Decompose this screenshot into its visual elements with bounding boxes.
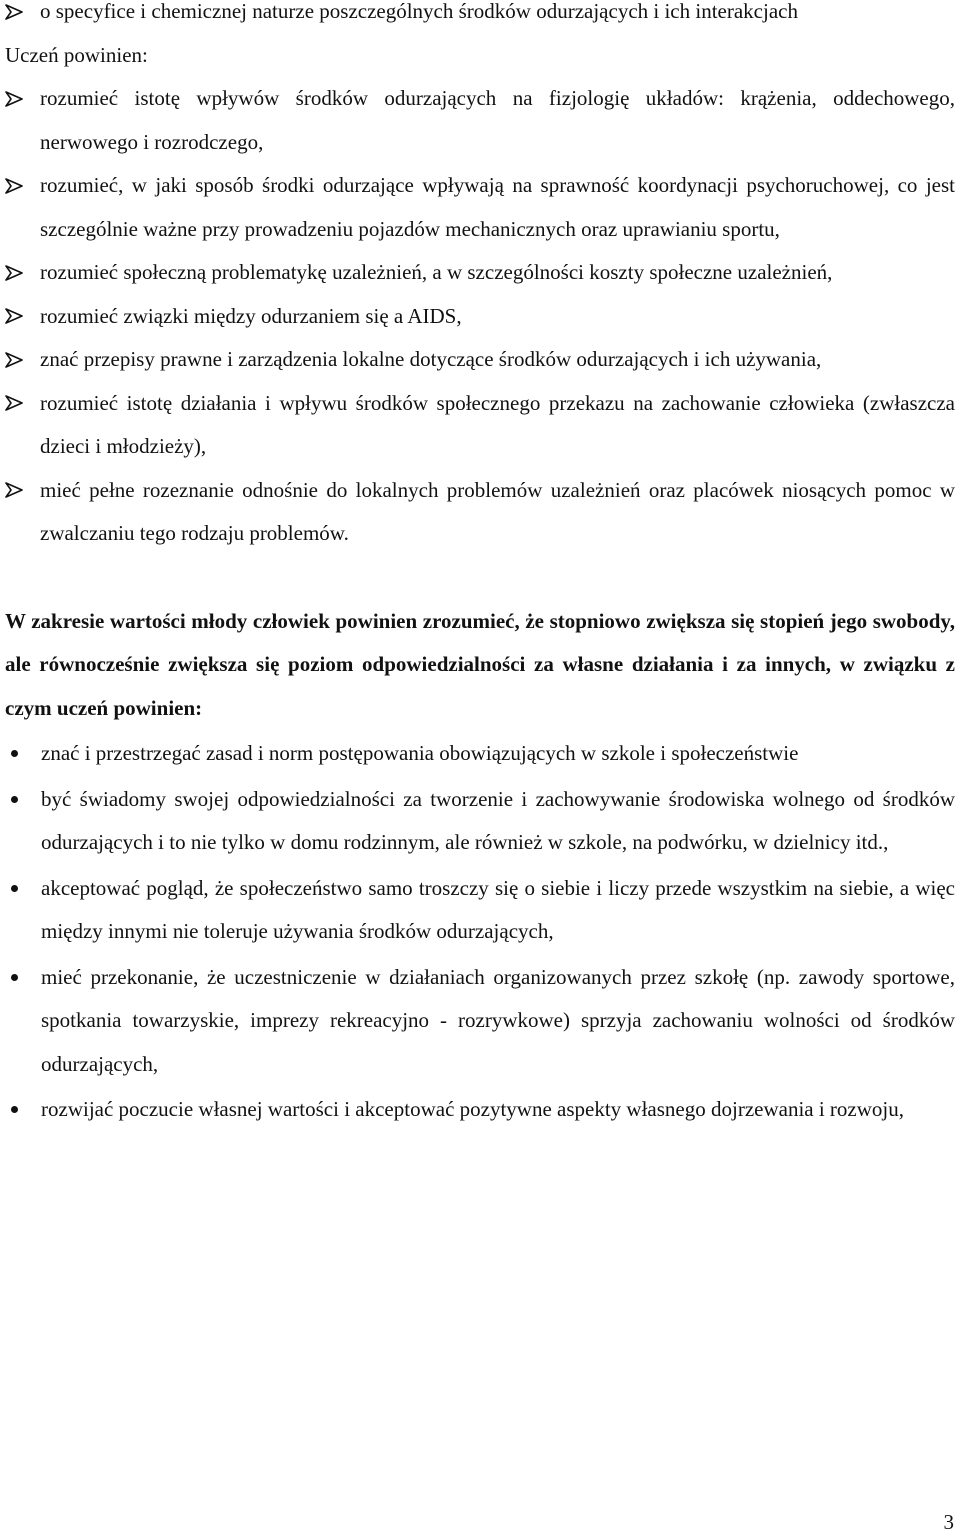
arrow-bullet-icon: [5, 0, 35, 34]
list-item-text: być świadomy swojej odpowiedzialności za tworzenie i zachowywanie środowiska wolnego od środków odurzających i to nie tylko w domu rodzinnym, ale również w szkole, na podwórku, w dzielnicy itd.,: [41, 786, 955, 854]
round-bullet-icon: [5, 778, 41, 822]
list-item: [5, 164, 955, 251]
list-item-text: znać przepisy prawne i zarządzenia lokalne dotyczące środków odurzających i ich używania,: [40, 347, 822, 371]
list-item: [5, 0, 955, 34]
list-item: [5, 251, 955, 295]
list-item: [5, 469, 955, 556]
list-item-text: rozumieć społeczną problematykę uzależnień, a w szczególności koszty społeczne uzależnień,: [40, 260, 833, 284]
list-item-text: rozumieć, w jaki sposób środki odurzające wpływają na sprawność koordynacji psychoruchowej, co jest szczególnie ważne przy prowadzeniu pojazdów mechanicznych oraz uprawianiu sportu,: [40, 173, 955, 241]
list-item-text: rozwijać poczucie własnej wartości i akceptować pozytywne aspekty własnego dojrzewania i rozwoju,: [41, 1097, 904, 1121]
round-bullet-icon: [5, 867, 41, 911]
arrow-bullet-icon: [5, 295, 35, 339]
list-item-text: mieć przekonanie, że uczestniczenie w działaniach organizowanych przez szkołę (np. zawody sportowe, spotkania towarzyskie, imprezy rekreacyjno - rozrywkowe) sprzyja zachowaniu wolności od środków odurzających,: [41, 964, 955, 1076]
list-item-text: akceptować pogląd, że społeczeństwo samo troszczy się o siebie i liczy przede wszystkim na siebie, a więc między innymi nie toleruje używania środków odurzających,: [41, 875, 955, 943]
list-item: [5, 382, 955, 469]
list-item-text: rozumieć istotę działania i wpływu środków społecznego przekazu na zachowanie człowieka (zwłaszcza dzieci i młodzieży),: [40, 390, 955, 458]
list-item: [5, 77, 955, 164]
list-item: [5, 1088, 955, 1132]
list-item-text: rozumieć istotę wpływów środków odurzających na fizjologię układów: krążenia, oddechowego, nerwowego i rozrodczego,: [40, 86, 955, 154]
arrow-bullet-icon: [5, 251, 35, 295]
list-item: [5, 295, 955, 339]
list-item: [5, 778, 955, 865]
list-continued: [5, 0, 955, 34]
arrow-bullet-icon: [5, 164, 35, 208]
skills-list: [5, 77, 955, 556]
section-heading: W zakresie wartości młody człowiek powinien zrozumieć, że stopniowo zwiększa się stopień jego swobody, ale równocześnie zwiększa się poziom odpowiedzialności za własne działania i za innych, w związku z czym uczeń powinien:: [5, 608, 955, 720]
page-number: 3: [943, 1510, 954, 1534]
values-list: [5, 732, 955, 1132]
list-item-text: znać i przestrzegać zasad i norm postępowania obowiązujących w szkole i społeczeństwie: [41, 741, 799, 765]
list-item: [5, 867, 955, 954]
arrow-bullet-icon: [5, 338, 35, 382]
list-item: [5, 956, 955, 1087]
document-page: [5, 0, 955, 1132]
round-bullet-icon: [5, 732, 41, 776]
intro-text: Uczeń powinien:: [5, 42, 148, 67]
list-item: [5, 338, 955, 382]
arrow-bullet-icon: [5, 469, 35, 513]
arrow-bullet-icon: [5, 382, 35, 426]
list-item: [5, 732, 955, 776]
round-bullet-icon: [5, 1088, 41, 1132]
arrow-bullet-icon: [5, 77, 35, 121]
list-item-text: rozumieć związki między odurzaniem się a AIDS,: [40, 303, 462, 328]
list-item-text: mieć pełne rozeznanie odnośnie do lokalnych problemów uzależnień oraz placówek niosących pomoc w zwalczaniu tego rodzaju problemów.: [40, 477, 955, 545]
round-bullet-icon: [5, 956, 41, 1000]
list-item-text: o specyfice i chemicznej naturze poszczególnych środków odurzających i ich interakcjach: [40, 0, 798, 23]
